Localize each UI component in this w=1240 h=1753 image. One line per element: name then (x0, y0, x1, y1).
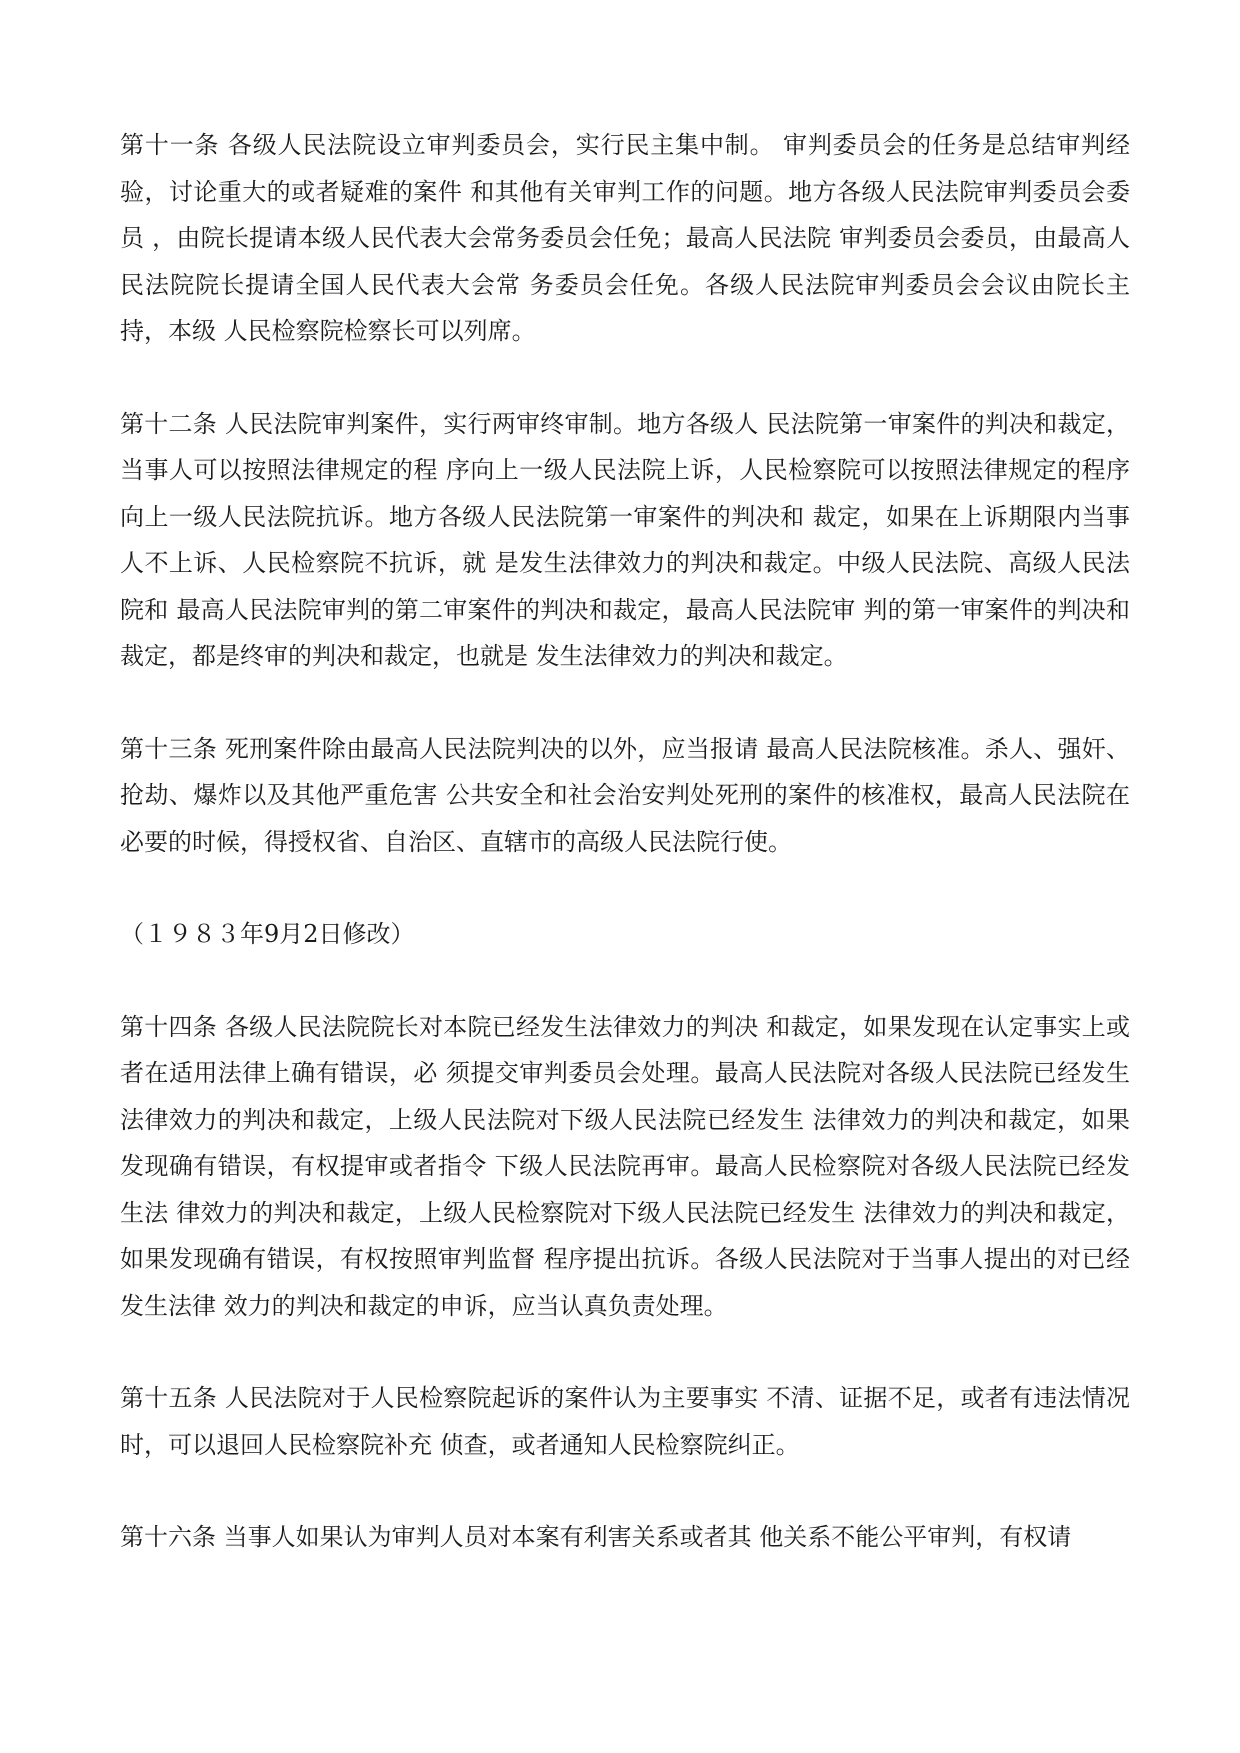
article-16-paragraph: 第十六条 当事人如果认为审判人员对本案有利害关系或者其 他关系不能公平审判，有权请 (120, 1523, 1072, 1551)
article-14-paragraph: 第十四条 各级人民法院院长对本院已经发生法律效力的判决 和裁定，如果发现在认定事实上或者在适用法律上确有错误，必 须提交审判委员会处理。最高人民法院对各级人民法院已经发生 法律效力的判决和裁定，上级人民法院对下级人民法院已经发生 法律效力的判决和裁定，如果发现确有错误，有权提审或者指令 下级人民法院再审。最高人民检察院对各级人民法院已经发生法 律效力的判决和裁定，上级人民检察院对下级人民法院已经发生 法律效力的判决和裁定，如果发现确有错误，有权按照审判监督 程序提出抗诉。各级人民法院对于当事人提出的对已经发生法律 效力的判决和裁定的申诉，应当认真负责处理。 (120, 1012, 1130, 1320)
document-page (120, 122, 1130, 1561)
article-12-paragraph: 第十二条 人民法院审判案件，实行两审终审制。地方各级人 民法院第一审案件的判决和裁定，当事人可以按照法律规定的程 序向上一级人民法院上诉，人民检察院可以按照法律规定的程序 向上一级人民法院抗诉。地方各级人民法院第一审案件的判决和 裁定，如果在上诉期限内当事人不上诉、人民检察院不抗诉，就 是发生法律效力的判决和裁定。中级人民法院、高级人民法院和 最高人民法院审判的第二审案件的判决和裁定，最高人民法院审 判的第一审案件的判决和裁定，都是终审的判决和裁定，也就是 发生法律效力的判决和裁定。 (120, 409, 1130, 670)
amendment-date-note: （１９８３年9月2日修改） (120, 920, 415, 948)
article-13-paragraph: 第十三条 死刑案件除由最高人民法院判决的以外，应当报请 最高人民法院核准。杀人、强奸、抢劫、爆炸以及其他严重危害 公共安全和社会治安判处死刑的案件的核准权，最高人民法院在 必要的时候，得授权省、自治区、直辖市的高级人民法院行使。 (120, 734, 1130, 856)
article-11-paragraph: 第十一条 各级人民法院设立审判委员会，实行民主集中制。 审判委员会的任务是总结审判经验，讨论重大的或者疑难的案件 和其他有关审判工作的问题。地方各级人民法院审判委员会委员 ，由院长提请本级人民代表大会常务委员会任免；最高人民法院 审判委员会委员，由最高人民法院院长提请全国人民代表大会常 务委员会任免。各级人民法院审判委员会会议由院长主持，本级 人民检察院检察长可以列席。 (120, 131, 1130, 345)
article-15-paragraph: 第十五条 人民法院对于人民检察院起诉的案件认为主要事实 不清、证据不足，或者有违法情况时，可以退回人民检察院补充 侦查，或者通知人民检察院纠正。 (120, 1384, 1130, 1459)
